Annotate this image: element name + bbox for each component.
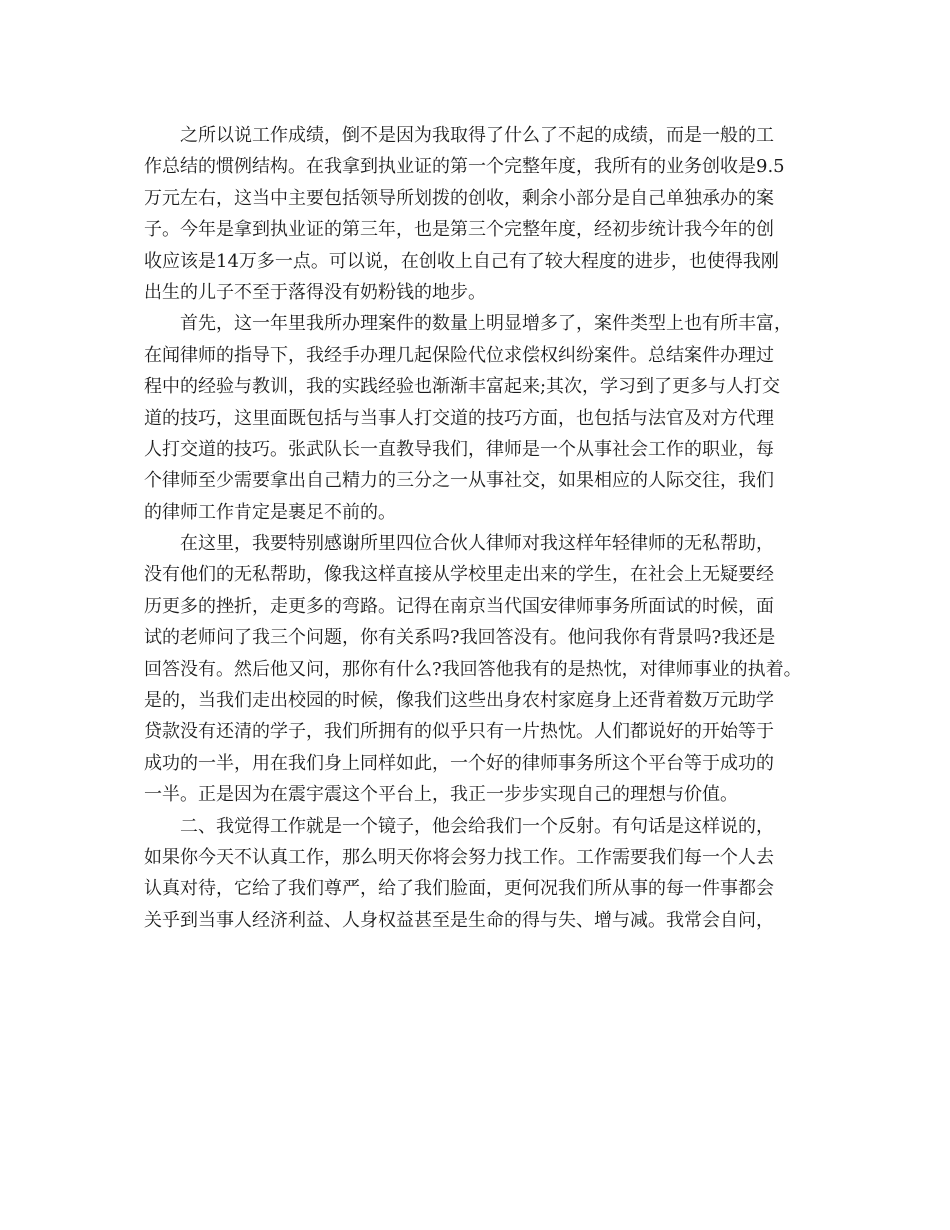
paragraph-3 [144,528,816,811]
text-line: 历更多的挫折，走更多的弯路。记得在南京当代国安律师事务所面试的时候，面 [144,595,774,617]
text-line: 个律师至少需要拿出自己精力的三分之一从事社交，如果相应的人际交往，我们 [144,470,774,492]
text-line: 二、我觉得工作就是一个镜子，他会给我们一个反射。有句话是这样说的， [180,815,774,837]
text-line: 作总结的惯例结构。在我拿到执业证的第一个完整年度，我所有的业务创收是9.5 [144,156,785,178]
text-line: 道的技巧，这里面既包括与当事人打交道的技巧方面，也包括与法官及对方代理 [144,407,774,429]
text-line: 之所以说工作成绩，倒不是因为我取得了什么了不起的成绩，而是一般的工 [180,125,774,146]
text-line: 万元左右，这当中主要包括领导所划拨的创收，剩余小部分是自己单独承办的案 [144,187,774,209]
text-line: 回答没有。然后他又问，那你有什么?我回答他我有的是热忱，对律师事业的执着。 [144,658,802,680]
text-line: 程中的经验与教训，我的实践经验也渐渐丰富起来;其次，学习到了更多与人打交 [144,376,781,398]
text-line: 试的老师问了我三个问题，你有关系吗?我回答没有。他问我你有背景吗?我还是 [144,627,776,649]
text-line: 关乎到当事人经济利益、人身权益甚至是生命的得与失、增与减。我常会自问， [144,909,774,931]
text-line: 贷款没有还清的学子，我们所拥有的似乎只有一片热忱。人们都说好的开始等于 [144,721,774,743]
text-line: 出生的儿子不至于落得没有奶粉钱的地步。 [144,281,486,303]
document-body [144,120,816,936]
text-line: 收应该是14万多一点。可以说，在创收上自己有了较大程度的进步，也使得我刚 [144,250,779,272]
text-line: 如果你今天不认真工作，那么明天你将会努力找工作。工作需要我们每一个人去 [144,846,774,868]
text-line: 一半。正是因为在震宇震这个平台上，我正一步步实现自己的理想与价值。 [144,784,738,806]
paragraph-1 [144,120,816,308]
text-line: 认真对待，它给了我们尊严，给了我们脸面，更何况我们所从事的每一件事都会 [144,878,774,900]
text-line: 子。今年是拿到执业证的第三年，也是第三个完整年度，经初步统计我今年的创 [144,219,774,241]
text-line: 首先，这一年里我所办理案件的数量上明显增多了，案件类型上也有所丰富， [180,313,792,335]
paragraph-2 [144,308,816,528]
text-line: 成功的一半，用在我们身上同样如此，一个好的律师事务所这个平台等于成功的 [144,752,774,774]
text-line: 人打交道的技巧。张武队长一直教导我们，律师是一个从事社会工作的职业，每 [144,438,774,460]
text-line: 是的，当我们走出校园的时候，像我们这些出身农村家庭身上还背着数万元助学 [144,690,774,712]
paragraph-4 [144,811,816,937]
text-line: 在闻律师的指导下，我经手办理几起保险代位求偿权纠纷案件。总结案件办理过 [144,344,774,366]
text-line: 在这里，我要特别感谢所里四位合伙人律师对我这样年轻律师的无私帮助， [180,533,774,555]
text-line: 的律师工作肯定是裹足不前的。 [144,501,396,523]
text-line: 没有他们的无私帮助，像我这样直接从学校里走出来的学生，在社会上无疑要经 [144,564,774,586]
